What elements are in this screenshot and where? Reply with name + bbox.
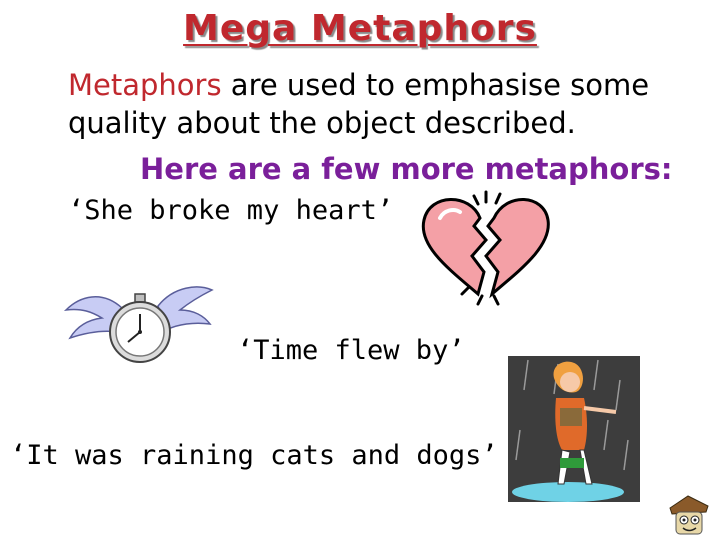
broken-heart-icon <box>410 188 560 306</box>
slide-title: Mega Metaphors <box>183 8 537 49</box>
raining-woman-icon <box>498 350 648 505</box>
mascot-icon <box>666 492 712 538</box>
intro-line-1 <box>68 68 649 102</box>
example-broken-heart: ‘She broke my heart’ <box>68 195 394 226</box>
example-time-flew: ‘Time flew by’ <box>237 335 465 366</box>
subheading: Here are a few more metaphors: <box>140 152 673 186</box>
flying-clock-icon <box>62 280 217 370</box>
intro-line-1-rest: are used to emphasise some <box>221 68 650 102</box>
intro-line-2: quality about the object described. <box>68 106 576 140</box>
example-raining: ‘It was raining cats and dogs’ <box>10 440 498 471</box>
metaphors-highlight: Metaphors <box>68 68 222 102</box>
